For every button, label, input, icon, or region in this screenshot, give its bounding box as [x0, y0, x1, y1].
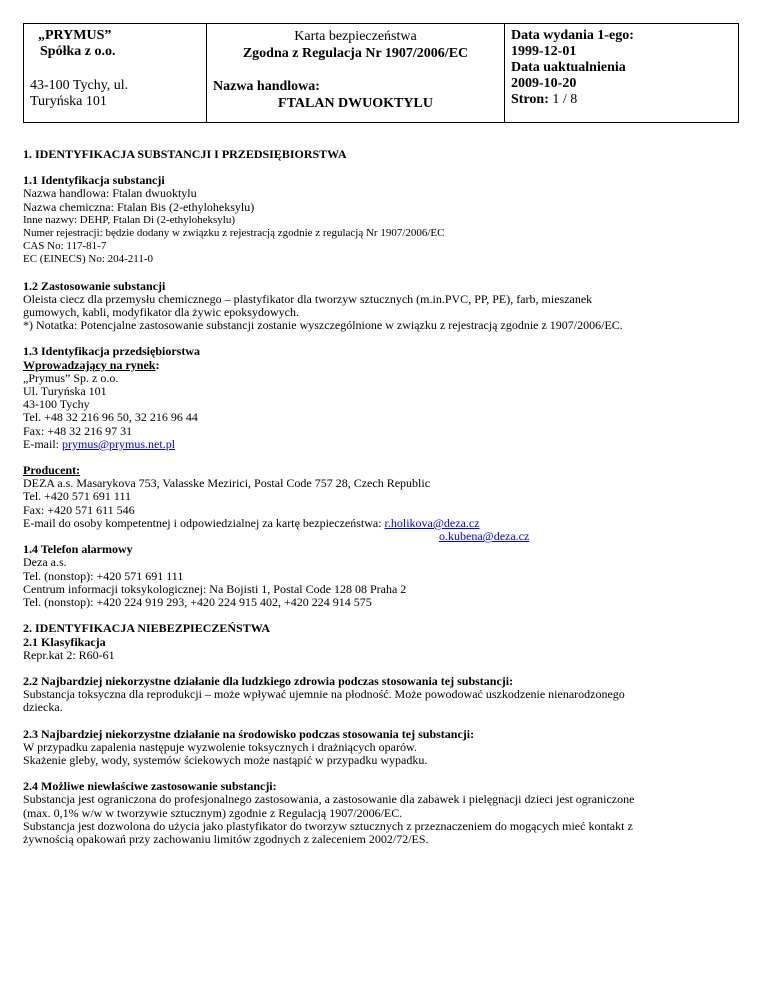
text-line: Centrum informacji toksykologicznej: Na Bojisti 1, Postal Code 128 08 Praha 2 [23, 581, 407, 596]
update-label: Data uaktualnienia [511, 60, 626, 75]
trade-name-label: Nazwa handlowa: [213, 79, 320, 94]
kubena-email-link[interactable]: o.kubena@deza.cz [439, 529, 530, 544]
text-line: Oleista ciecz dla przemysłu chemicznego – plastyfikator dla tworzyw sztucznych (m.in.PVC, PP, PE), farb, mieszanek [23, 291, 593, 306]
text-line: W przypadku zapalenia następuje wyzwolenie toksycznych i drażniących oparów. [23, 739, 417, 754]
text-line: dziecka. [23, 700, 63, 715]
email-label: E-mail: [23, 436, 62, 451]
text-line: Fax: +420 571 611 546 [23, 502, 135, 517]
text-line: Tel. +420 571 691 111 [23, 489, 132, 504]
text-line: Substancja jest dozwolona do użycia jako plastyfikator do tworzyw sztucznych z przeznaczeniem do mogących mieć kontakt z [23, 818, 633, 833]
header-table [23, 23, 739, 123]
document-subtitle: Zgodna z Regulacja Nr 1907/2006/EC [242, 46, 469, 61]
section-2-2-heading: 2.2 Najbardziej niekorzystne działanie dla ludzkiego zdrowia podczas stosowania tej substancji: [23, 673, 514, 688]
producer-email-line [23, 517, 745, 530]
text-line: Repr.kat 2: R60-61 [23, 647, 115, 662]
section-1-title: 1. IDENTYFIKACJA SUBSTANCJI I PRZEDSIĘBIORSTWA [23, 147, 347, 161]
text-line: Nazwa handlowa: Ftalan dwuoktylu [23, 186, 197, 201]
text-line: Skażenie gleby, wody, systemów ściekowych może nastąpić w przypadku wypadku. [23, 752, 428, 767]
document-title-cell [207, 24, 505, 123]
section-1-2-heading: 1.2 Zastosowanie substancji [23, 278, 166, 293]
text-line: gumowych, kabli, modyfikator dla żywic epoksydowych. [23, 305, 299, 320]
issue-label: Data wydania 1-ego: [511, 28, 634, 43]
text-line: Tel. +48 32 216 96 50, 32 216 96 44 [23, 410, 198, 425]
section-1-1-heading: 1.1 Identyfikacja substancji [23, 173, 165, 188]
company-form: Spółka z o.o. [40, 44, 116, 59]
text-line: Deza a.s. [23, 555, 67, 570]
section-2-1-heading: 2.1 Klasyfikacja [23, 634, 106, 649]
introducer-label: Wprowadzający na rynek [23, 357, 156, 372]
dates-cell [505, 24, 739, 123]
company-cell [24, 24, 207, 123]
section-1-3-heading: 1.3 Identyfikacja przedsiębiorstwa [23, 344, 200, 359]
pages-label: Stron: [511, 92, 549, 107]
text-line: Numer rejestracji: będzie dodany w związku z rejestracją zgodnie z regulacją Nr 1907/2006/EC [23, 227, 445, 240]
text-line: CAS No: 117-81-7 [23, 240, 107, 253]
section-2-4-heading: 2.4 Możliwe niewłaściwe zastosowanie substancji: [23, 779, 277, 794]
producer-email-label: E-mail do osoby kompetentnej i odpowiedzialnej za kartę bezpieczeństwa: [23, 515, 385, 530]
trade-name-value: FTALAN DWUOKTYLU [278, 96, 433, 111]
text-line: „Prymus” Sp. z o.o. [23, 370, 119, 385]
text-line: Tel. (nonstop): +420 224 919 293, +420 224 915 402, +420 224 914 575 [23, 595, 372, 610]
company-name: „PRYMUS” [38, 28, 112, 43]
text-line: *) Notatka: Potencjalne zastosowanie substancji zostanie wyszczególnione w związku z rejestracją zgodnie z 1907/2006/EC. [23, 318, 623, 333]
section-2-3-heading: 2.3 Najbardziej niekorzystne działanie na środowisko podczas stosowania tej substancji: [23, 726, 475, 741]
pages-row [511, 92, 732, 108]
pages-value: 1 / 8 [552, 92, 578, 107]
email-line [23, 438, 745, 451]
text-line: Inne nazwy: DEHP, Ftalan Di (2-ethyloheksylu) [23, 213, 236, 226]
prymus-email-link[interactable]: prymus@prymus.net.pl [62, 436, 176, 451]
text-line: DEZA a.s. Masarykova 753, Valasske Mezirici, Postal Code 757 28, Czech Republic [23, 476, 431, 491]
address-line-2: Turyńska 101 [30, 94, 107, 109]
update-date: 2009-10-20 [511, 76, 577, 91]
text-line: żywnością opakowań przy zachowaniu limitów zgodnych z zaleceniem 2002/72/ES. [23, 831, 429, 846]
section-2-title: 2. IDENTYFIKACJA NIEBEZPIECZEŃSTWA [23, 621, 271, 636]
section-1-4-heading: 1.4 Telefon alarmowy [23, 542, 133, 557]
text-line: Fax: +48 32 216 97 31 [23, 423, 133, 438]
document-title: Karta bezpieczeństwa [294, 29, 417, 44]
text-line: Substancja jest ograniczona do profesjonalnego zastosowania, a zastosowanie dla zabawek i pielęgnacji dzieci jest ograniczone [23, 792, 635, 807]
document-body [23, 148, 745, 846]
address-line-1: 43-100 Tychy, ul. [30, 78, 129, 93]
text-line: (max. 0,1% w/w w tworzywie sztucznym) zgodnie z Regulacją 1907/2006/EC. [23, 805, 403, 820]
issue-date: 1999-12-01 [511, 44, 577, 59]
text-line: Substancja toksyczna dla reprodukcji – może wpływać ujemnie na płodność. Może powodować uszkodzenie nienarodzonego [23, 687, 625, 702]
text-line: EC (EINECS) No: 204-211-0 [23, 253, 154, 266]
holikova-email-link[interactable]: r.holikova@deza.cz [384, 515, 480, 530]
text-line: Nazwa chemiczna: Ftalan Bis (2-ethyloheksylu) [23, 199, 255, 214]
text-line: Ul. Turyńska 101 [23, 384, 107, 399]
introducer-heading: Wprowadzający na rynek: [23, 357, 160, 372]
text-line: Tel. (nonstop): +420 571 691 111 [23, 568, 184, 583]
producer-title: Producent: [23, 463, 81, 478]
text-line: 43-100 Tychy [23, 397, 90, 412]
